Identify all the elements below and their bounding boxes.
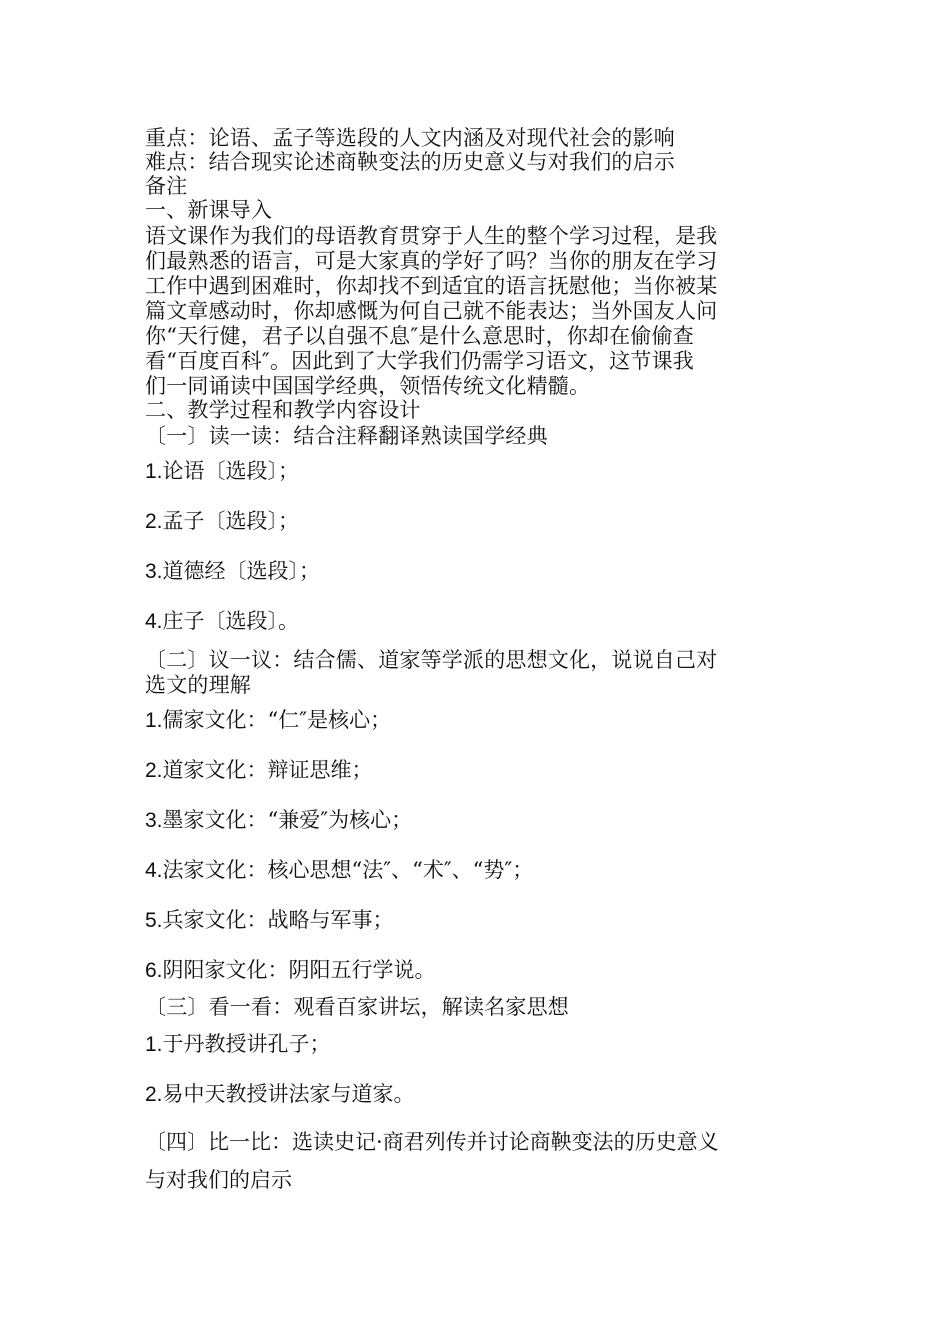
list-item: 3.墨家文化：“兼爱″为核心； (145, 808, 413, 832)
intro-paragraph-line: 篇文章感动时，你却感慨为何自己就不能表达；当外国友人问 (145, 299, 718, 323)
list-item: 6.阴阳家文化：阴阳五行学说。 (145, 958, 436, 982)
list-item: 1.于丹教授讲孔子； (145, 1032, 331, 1056)
list-item: 2.孟子〔选段〕； (145, 509, 300, 533)
list-item: 2.道家文化：辩证思维； (145, 758, 373, 782)
intro-paragraph-line: 们一同诵读中国国学经典，领悟传统文化精髓。 (145, 374, 591, 398)
section-heading-process: 二、教学过程和教学内容设计 (145, 398, 421, 422)
section-heading-intro: 一、新课导入 (145, 198, 273, 222)
intro-paragraph-line: 看“百度百科″。因此到了大学我们仍需学习语文，这节课我 (145, 349, 694, 373)
part-heading-compare-cont: 与对我们的启示 (145, 1168, 292, 1192)
remark-label: 备注 (145, 174, 188, 198)
intro-paragraph-line: 们最熟悉的语言，可是大家真的学好了吗？当你的朋友在学习 (145, 249, 718, 273)
part-heading-read: 〔一〕读一读：结合注释翻译熟读国学经典 (145, 424, 548, 448)
part-heading-watch: 〔三〕看一看：观看百家讲坛，解读名家思想 (145, 995, 569, 1019)
part-heading-discuss-cont: 选文的理解 (145, 673, 251, 697)
intro-paragraph-line: 语文课作为我们的母语教育贯穿于人生的整个学习过程，是我 (145, 224, 718, 248)
part-heading-discuss: 〔二〕议一议：结合儒、道家等学派的思想文化，说说自己对 (145, 648, 718, 672)
intro-paragraph-line: 工作中遇到困难时，你却找不到适宜的语言抚慰他；当你被某 (145, 274, 718, 298)
part-heading-compare: 〔四〕比一比：选读史记·商君列传并讨论商鞅变法的历史意义 (145, 1130, 719, 1154)
list-item: 1.儒家文化：“仁″是核心； (145, 708, 392, 732)
intro-paragraph-line: 你“天行健，君子以自强不息″是什么意思时，你却在偷偷查 (145, 324, 694, 348)
list-item: 5.兵家文化：战略与军事； (145, 908, 394, 932)
list-item: 4.法家文化：核心思想“法″、“术″、“势″； (145, 858, 534, 882)
list-item: 3.道德经〔选段〕； (145, 559, 321, 583)
list-item: 4.庄子〔选段〕。 (145, 609, 300, 633)
difficulty-line: 难点：结合现实论述商鞅变法的历史意义与对我们的启示 (145, 150, 675, 174)
list-item: 1.论语〔选段〕； (145, 459, 300, 483)
key-point-line: 重点：论语、孟子等选段的人文内涵及对现代社会的影响 (145, 126, 675, 150)
list-item: 2.易中天教授讲法家与道家。 (145, 1082, 415, 1106)
